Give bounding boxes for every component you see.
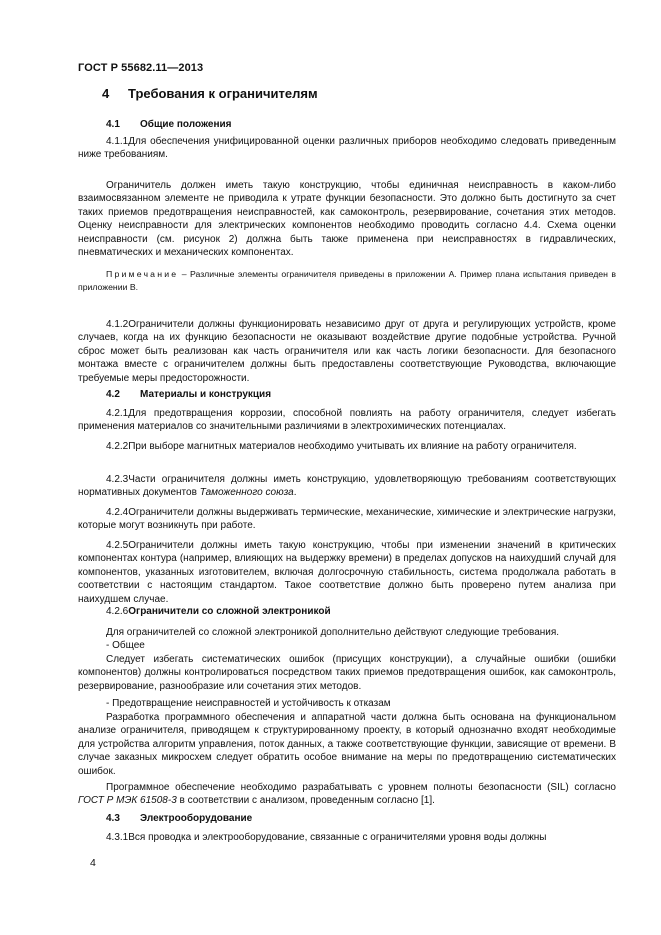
section-title: Требования к ограничителям	[128, 86, 318, 101]
text-run-italic: ГОСТ Р МЭК 61508-3	[78, 795, 177, 807]
subsection-number: 4.2	[106, 389, 120, 400]
paragraph-4-2-3	[78, 473, 616, 500]
subsection-heading-4-2	[106, 389, 271, 400]
list-item-general: - Общее	[106, 640, 145, 651]
text-run: в соответствии с анализом, проведенным согласно [1].	[176, 795, 435, 807]
subsection-title: Материалы и конструкция	[140, 389, 272, 400]
note	[78, 268, 616, 293]
subsection-number: 4.3	[106, 813, 120, 824]
section-number: 4	[102, 86, 110, 101]
paragraph-4-2-1: 4.2.1Для предотвращения коррозии, способной повлиять на работу ограничителя, следует избегать применения материалов со значительными различиями в электрохимических потенциалах.	[78, 408, 616, 433]
text-run: 4.2.6	[106, 606, 129, 617]
paragraph-4-2-5: 4.2.5Ограничители должны иметь такую конструкцию, чтобы при изменении значений в критических компонентах контура (например, влияющих на выдержку времени) в пределах допусков на наихудший случай для компонентов, указанных изготовителем, включая долгосрочную стабильность, система продолжала работать в соответствии с настоящим стандартом. Такое соответствие должно быть проверено путем анализа при наихудшем случае.	[78, 540, 616, 605]
text-run: Программное обеспечение необходимо разрабатывать с уровнем полноты безопасности (SIL) согласно	[106, 782, 616, 793]
paragraph-fault-design: Ограничитель должен иметь такую конструкцию, чтобы единичная неисправность в каком-либо взаимосвязанном элементе не приводила к утрате функции безопасности. Это должно быть достигнуто за счет таких приемов предотвращения неисправностей, как самоконтроль, резервирование, сочетания этих методов. Оценку неисправности для электрических компонентов необходимо проводить согласно 4.4. Схема оценки неисправности (см. рисунок 2) должна быть также применена при неисправностях в гидравлических, пневматических и механических компонентах.	[78, 180, 616, 259]
subsection-number: 4.1	[106, 119, 120, 130]
text-run-italic: Таможенного союза	[199, 487, 294, 499]
subsection-title: Электрооборудование	[140, 813, 253, 824]
paragraph-4-1-2: 4.1.2Ограничители должны функционировать независимо друг от друга и регулирующих устройств, кроме случаев, когда на их функцию безопасности не оказывают воздействие другие подобные устройства. Ручной сброс может быть реализован как часть ограничителя или как часть логики безопасности. Для безопасного монтажа вместе с ограничителем должны быть предоставлены соответствующие Руководства, включающие требуемые меры предосторожности.	[78, 319, 616, 384]
list-item-fault-prevention: - Предотвращение неисправностей и устойчивость к отказам	[106, 698, 391, 709]
paragraph-4-1-1: 4.1.1Для обеспечения унифицированной оценки различных приборов необходимо следовать приведенным ниже требованиям.	[78, 136, 616, 161]
paragraph-4-2-2: 4.2.2При выборе магнитных материалов необходимо учитывать их влияние на работу ограничителя.	[106, 441, 577, 452]
paragraph-electronics-intro: Для ограничителей со сложной электроникой дополнительно действуют следующие требования.	[106, 627, 560, 638]
subsection-heading-4-1	[106, 119, 232, 130]
document-id: ГОСТ Р 55682.11—2013	[78, 62, 204, 74]
paragraph-4-2-6	[78, 605, 616, 618]
paragraph-4-3-1: 4.3.1Вся проводка и электрооборудование, связанные с ограничителями уровня воды должны	[106, 832, 547, 843]
note-label: Примечание	[106, 269, 179, 279]
paragraph-software-sil	[78, 781, 616, 808]
note-text: – Различные элементы ограничителя приведены в приложении А. Пример плана испытания приведен в приложении В.	[78, 269, 616, 292]
subsection-heading-4-3	[106, 813, 252, 824]
page-number: 4	[90, 857, 96, 869]
text-run: 4.2.3Части ограничителя должны иметь конструкцию, удовлетворяющую требованиям соответствующих нормативных документов	[78, 474, 616, 499]
section-heading	[102, 86, 318, 101]
text-run-bold: Ограничители со сложной электроникой	[128, 606, 331, 617]
paragraph-systematic-errors: Следует избегать систематических ошибок (присущих конструкции), а случайные ошибки (ошибки компонентов) должны контролироваться посредством таких приемов предотвращения ошибок, как самоконтроль, резервирование, разнообразие или сочетания этих методов.	[78, 654, 616, 692]
paragraph-4-2-4: 4.2.4Ограничители должны выдерживать термические, механические, химические и электрические нагрузки, которые могут возникнуть при работе.	[78, 507, 616, 532]
subsection-title: Общие положения	[140, 119, 232, 130]
text-run: .	[293, 487, 297, 499]
paragraph-software-design: Разработка программного обеспечения и аппаратной части должна быть основана на функциональном анализе ограничителя, приводящем к структурированному проекту, в который однозначно входят необходимые для устройства алгоритм управления, поток данных, а также соответствующие функции, зависящие от времени. В случае заказных микросхем следует обратить особое внимание на меры по предотвращению систематических ошибок.	[78, 712, 616, 777]
